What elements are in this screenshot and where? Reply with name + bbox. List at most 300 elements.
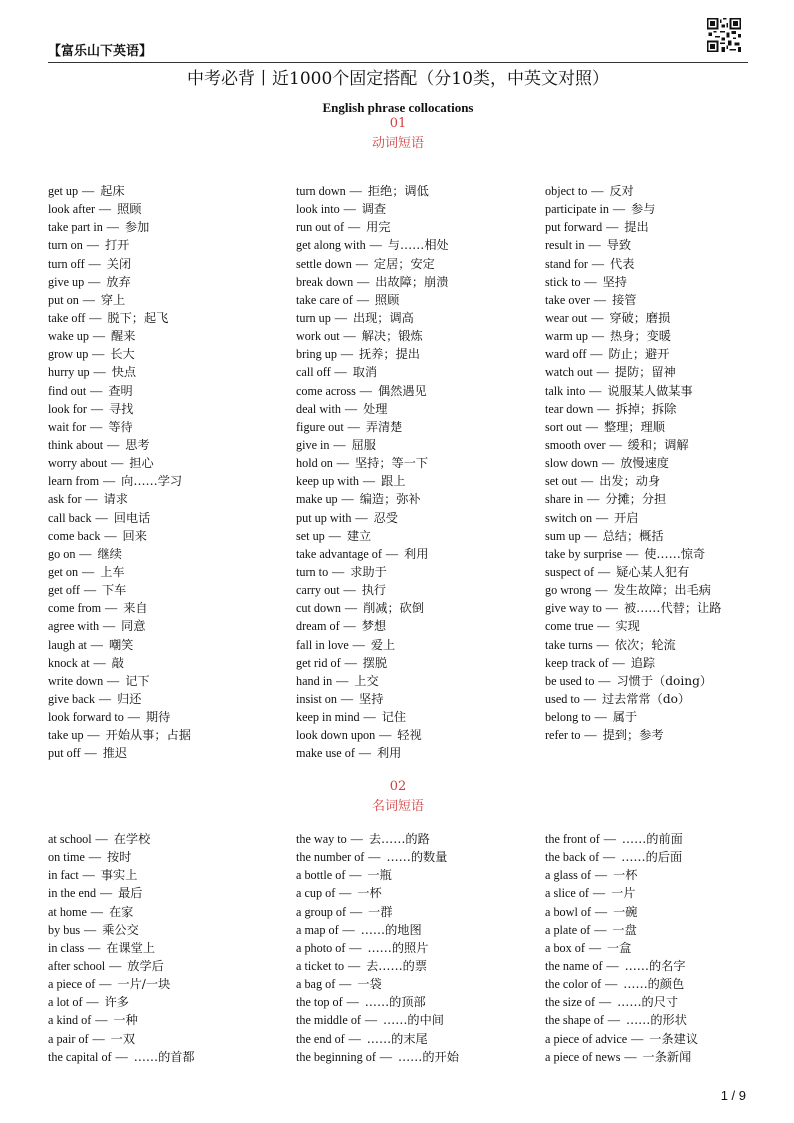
- phrase-row: [296, 218, 536, 236]
- separator-dash: —: [587, 492, 600, 507]
- phrase-row: [48, 327, 288, 345]
- phrase-row: [48, 672, 288, 690]
- phrase-chinese: 担心: [129, 456, 154, 471]
- phrase-row: [296, 654, 536, 672]
- separator-dash: —: [379, 1049, 392, 1064]
- phrase-english: by bus: [48, 922, 81, 937]
- phrase-row: [545, 617, 785, 635]
- phrase-chinese: 出发；动身: [599, 474, 661, 489]
- phrase-row: [545, 563, 785, 581]
- phrase-english: wake up: [48, 329, 89, 344]
- phrase-chinese: 一群: [368, 904, 393, 919]
- separator-dash: —: [86, 995, 99, 1010]
- separator-dash: —: [362, 474, 376, 489]
- phrase-chinese: 抚养；提出: [359, 347, 420, 362]
- separator-dash: —: [350, 832, 363, 846]
- separator-dash: —: [87, 728, 100, 743]
- phrase-row: [48, 866, 288, 884]
- separator-dash: —: [584, 274, 597, 289]
- separator-dash: —: [588, 238, 601, 253]
- phrase-chinese: ……的前面: [621, 832, 683, 846]
- phrase-english: a plate of: [545, 922, 591, 937]
- phrase-chinese: 处理: [363, 401, 388, 416]
- phrase-english: result in: [545, 238, 585, 253]
- phrase-row: [296, 400, 536, 418]
- separator-dash: —: [79, 546, 92, 561]
- separator-dash: —: [340, 691, 354, 706]
- separator-dash: —: [631, 1031, 644, 1046]
- separator-dash: —: [332, 564, 345, 579]
- phrase-row: [48, 993, 288, 1011]
- phrase-english: a cup of: [296, 886, 336, 901]
- phrase-row: [296, 236, 536, 254]
- phrase-chinese: 上车: [100, 564, 125, 579]
- separator-dash: —: [84, 746, 97, 761]
- phrase-english: call off: [296, 365, 331, 380]
- separator-dash: —: [85, 492, 98, 507]
- separator-dash: —: [349, 184, 362, 198]
- phrase-row: [296, 1011, 536, 1029]
- separator-dash: —: [88, 940, 101, 955]
- phrase-chinese: 发生故障；出毛病: [613, 583, 711, 598]
- phrase-row: [296, 581, 536, 599]
- phrase-english: take up: [48, 728, 84, 743]
- separator-dash: —: [592, 886, 606, 901]
- phrase-chinese: 出现；调高: [352, 310, 414, 325]
- phrase-chinese: 实现: [615, 619, 640, 634]
- phrase-chinese: ……的颜色: [623, 977, 685, 992]
- separator-dash: —: [339, 886, 352, 901]
- phrase-english: get rid of: [296, 655, 341, 670]
- title-divider: [48, 62, 748, 63]
- phrase-row: [48, 218, 288, 236]
- phrase-chinese: 坚持: [359, 691, 384, 706]
- separator-dash: —: [355, 256, 368, 271]
- phrase-chinese: ……的数量: [386, 850, 448, 865]
- phrase-row: [296, 436, 536, 454]
- phrase-english: ask for: [48, 492, 82, 507]
- phrase-row: [545, 182, 785, 200]
- phrase-row: [48, 454, 288, 472]
- phrase-chinese: 用完: [366, 220, 391, 235]
- phrase-chinese: 坚持；等一下: [354, 456, 429, 471]
- phrase-chinese: 脱下；起飞: [107, 310, 169, 325]
- separator-dash: —: [334, 365, 347, 380]
- phrase-row: [48, 200, 288, 218]
- phrase-row: [48, 848, 288, 866]
- phrase-chinese: ……的首都: [133, 1049, 195, 1064]
- phrase-row: [296, 454, 536, 472]
- phrase-english: the size of: [545, 995, 596, 1010]
- phrase-row: [296, 472, 536, 490]
- phrase-chinese: 长大: [110, 347, 135, 362]
- phrase-chinese: 穿破；磨损: [609, 310, 671, 325]
- phrase-chinese: 轻视: [397, 728, 422, 743]
- phrase-row: [296, 975, 536, 993]
- phrase-english: give back: [48, 691, 96, 706]
- phrase-row: [296, 490, 536, 508]
- phrase-chinese: 事实上: [100, 868, 138, 883]
- phrase-chinese: 关闭: [106, 256, 132, 271]
- phrase-row: [545, 527, 785, 545]
- phrase-row: [545, 581, 785, 599]
- phrase-row: [296, 527, 536, 545]
- phrase-english: sum up: [545, 528, 581, 543]
- phrase-chinese: 寻找: [109, 401, 134, 416]
- phrase-row: [48, 939, 288, 957]
- phrase-english: set out: [545, 474, 578, 489]
- phrase-chinese: ……的后面: [621, 850, 683, 865]
- phrase-english: participate in: [545, 202, 609, 217]
- separator-dash: —: [606, 220, 619, 235]
- phrase-row: [296, 182, 536, 200]
- phrase-row: [545, 345, 785, 363]
- phrase-row: [296, 848, 536, 866]
- phrase-chinese: 追踪: [630, 655, 656, 670]
- phrase-row: [296, 563, 536, 581]
- separator-dash: —: [88, 274, 101, 289]
- phrase-row: [296, 273, 536, 291]
- phrase-english: a photo of: [296, 940, 346, 955]
- phrase-chinese: 利用: [404, 546, 429, 561]
- phrase-chinese: 打开: [104, 238, 130, 253]
- phrase-chinese: 记住: [381, 710, 407, 725]
- phrase-english: after school: [48, 958, 106, 973]
- phrase-row: [545, 291, 785, 309]
- phrase-row: [296, 1030, 536, 1048]
- phrase-english: put off: [48, 746, 81, 761]
- phrase-row: [48, 708, 288, 726]
- phrase-english: fall in love: [296, 637, 349, 652]
- separator-dash: —: [349, 868, 362, 883]
- phrase-english: grow up: [48, 347, 89, 362]
- separator-dash: —: [602, 456, 615, 471]
- separator-dash: —: [93, 655, 106, 670]
- phrase-english: take care of: [296, 292, 353, 307]
- phrase-chinese: 执行: [361, 583, 387, 598]
- phrase-chinese: 一种: [113, 1013, 138, 1028]
- phrase-chinese: 一条新闻: [642, 1049, 692, 1064]
- separator-dash: —: [591, 329, 605, 344]
- phrase-chinese: 提防；留神: [614, 365, 676, 380]
- phrase-chinese: 出故障；崩溃: [375, 274, 449, 289]
- separator-dash: —: [344, 655, 357, 670]
- phrase-chinese: 参与: [631, 202, 656, 217]
- phrase-chinese: 建立: [346, 528, 372, 543]
- separator-dash: —: [598, 995, 612, 1010]
- phrase-chinese: 去……的票: [366, 958, 428, 973]
- phrase-english: at school: [48, 832, 92, 846]
- separator-dash: —: [93, 365, 106, 380]
- separator-dash: —: [343, 619, 356, 634]
- phrase-english: come from: [48, 601, 102, 616]
- separator-dash: —: [355, 510, 368, 525]
- phrase-row: [48, 921, 288, 939]
- phrase-english: the end of: [296, 1031, 345, 1046]
- phrase-english: make up: [296, 492, 338, 507]
- phrase-english: belong to: [545, 710, 591, 725]
- phrase-english: laugh at: [48, 637, 87, 652]
- phrase-english: learn from: [48, 474, 100, 489]
- phrase-row: [48, 436, 288, 454]
- separator-dash: —: [90, 383, 103, 398]
- phrase-english: wait for: [48, 419, 87, 434]
- phrase-row: [48, 1011, 288, 1029]
- separator-dash: —: [596, 637, 609, 652]
- phrase-chinese: 在家: [108, 904, 134, 919]
- phrase-english: a bottle of: [296, 868, 346, 883]
- separator-dash: —: [363, 710, 376, 725]
- phrase-chinese: 摆脱: [362, 655, 388, 670]
- phrase-english: in fact: [48, 868, 79, 883]
- phrase-chinese: 按时: [106, 850, 132, 865]
- phrase-row: [545, 690, 785, 708]
- phrase-chinese: 防止；避开: [608, 347, 670, 362]
- phrase-english: make use of: [296, 746, 355, 761]
- phrase-chinese: 推迟: [102, 746, 128, 761]
- phrase-row: [545, 1030, 785, 1048]
- section-number: 01: [389, 116, 407, 131]
- separator-dash: —: [89, 310, 102, 325]
- phrase-english: smooth over: [545, 437, 606, 452]
- phrase-english: turn off: [48, 256, 85, 271]
- phrase-english: write down: [48, 673, 104, 688]
- section-title: 动词短语: [371, 136, 424, 151]
- phrase-english: switch on: [545, 510, 593, 525]
- phrase-english: give way to: [545, 601, 602, 616]
- phrase-english: run out of: [296, 220, 345, 235]
- separator-dash: —: [82, 868, 95, 883]
- phrase-chinese: 求助于: [350, 564, 387, 579]
- phrase-english: hurry up: [48, 365, 90, 380]
- phrase-row: [545, 708, 785, 726]
- phrase-english: on time: [48, 850, 85, 865]
- separator-dash: —: [346, 995, 359, 1010]
- separator-dash: —: [364, 1013, 378, 1028]
- phrase-row: [545, 975, 785, 993]
- phrase-english: get off: [48, 583, 80, 598]
- phrase-chinese: 跟上: [381, 474, 406, 489]
- separator-dash: —: [605, 601, 618, 616]
- phrase-chinese: 一片: [611, 886, 636, 901]
- phrase-chinese: ……的照片: [367, 940, 429, 955]
- brand-label: 【富乐山下英语】: [48, 44, 153, 59]
- separator-dash: —: [99, 886, 113, 901]
- phrase-chinese: 一片/一块: [117, 977, 171, 992]
- phrase-english: the top of: [296, 995, 343, 1010]
- phrase-chinese: 调查: [361, 202, 387, 217]
- page-indicator: 1 / 9: [720, 1088, 746, 1103]
- separator-dash: —: [626, 546, 639, 561]
- phrase-english: a ticket to: [296, 958, 345, 973]
- phrase-row: [296, 921, 536, 939]
- phrase-chinese: 开启: [614, 510, 639, 525]
- phrase-english: the beginning of: [296, 1049, 376, 1064]
- phrase-english: turn on: [48, 238, 83, 253]
- phrase-row: [545, 273, 785, 291]
- separator-dash: —: [98, 691, 112, 706]
- phrase-english: watch out: [545, 365, 593, 380]
- separator-dash: —: [107, 673, 120, 688]
- phrase-english: a piece of news: [545, 1049, 621, 1064]
- phrase-chinese: 等待: [108, 419, 133, 434]
- phrase-chinese: ……的开始: [397, 1049, 459, 1064]
- separator-dash: —: [336, 673, 349, 688]
- phrase-english: a bowl of: [545, 904, 592, 919]
- phrase-english: go on: [48, 546, 76, 561]
- phrase-chinese: 疑心某人犯有: [616, 564, 690, 579]
- separator-dash: —: [341, 492, 354, 507]
- phrase-row: [545, 436, 785, 454]
- page-subtitle: English phrase collocations: [322, 100, 474, 115]
- phrase-chinese: ……的尺寸: [617, 995, 679, 1010]
- phrase-chinese: 记下: [125, 673, 150, 688]
- phrase-row: [296, 690, 536, 708]
- separator-dash: —: [95, 832, 108, 846]
- separator-dash: —: [594, 904, 608, 919]
- phrase-row: [48, 744, 288, 762]
- phrase-row: [296, 636, 536, 654]
- separator-dash: —: [344, 401, 358, 416]
- phrase-chinese: 爱上: [370, 637, 396, 652]
- separator-dash: —: [95, 1013, 108, 1028]
- phrase-row: [545, 884, 785, 902]
- phrase-row: [545, 726, 785, 744]
- phrase-chinese: 被……代替；让路: [623, 601, 722, 616]
- separator-dash: —: [107, 437, 120, 452]
- phrase-row: [296, 418, 536, 436]
- phrase-chinese: 期待: [145, 710, 171, 725]
- phrase-chinese: 导致: [606, 238, 632, 253]
- phrase-row: [545, 921, 785, 939]
- separator-dash: —: [595, 510, 609, 525]
- separator-dash: —: [92, 329, 106, 344]
- phrase-row: [545, 400, 785, 418]
- section-number: 02: [389, 779, 407, 794]
- phrase-english: keep up with: [296, 474, 359, 489]
- phrase-row: [296, 309, 536, 327]
- section-title: 名词短语: [371, 799, 424, 814]
- phrase-chinese: 放慢速度: [620, 456, 669, 471]
- phrase-english: figure out: [296, 419, 344, 434]
- separator-dash: —: [593, 292, 607, 307]
- phrase-row: [48, 903, 288, 921]
- phrase-row: [48, 957, 288, 975]
- phrase-chinese: 屈服: [351, 437, 376, 452]
- phrase-english: break down: [296, 274, 354, 289]
- phrase-english: a piece of advice: [545, 1031, 628, 1046]
- separator-dash: —: [82, 184, 95, 198]
- phrase-chinese: 代表: [610, 256, 635, 271]
- phrase-english: the shape of: [545, 1013, 604, 1028]
- phrase-english: a piece of: [48, 977, 96, 992]
- phrase-chinese: 一盒: [607, 940, 632, 955]
- phrase-english: find out: [48, 383, 87, 398]
- phrase-chinese: ……的末尾: [366, 1031, 428, 1046]
- phrase-row: [48, 545, 288, 563]
- phrase-row: [48, 527, 288, 545]
- phrase-english: keep in mind: [296, 710, 360, 725]
- phrase-english: get up: [48, 184, 79, 198]
- phrase-row: [545, 1011, 785, 1029]
- phrase-chinese: 回电话: [113, 510, 151, 525]
- phrase-row: [296, 726, 536, 744]
- phrase-chinese: 去……的路: [368, 832, 430, 846]
- separator-dash: —: [104, 528, 117, 543]
- separator-dash: —: [594, 922, 607, 937]
- phrase-chinese: 反对: [609, 184, 634, 198]
- phrase-chinese: 过去常常（do）: [601, 691, 691, 706]
- phrase-english: the way to: [296, 832, 347, 846]
- phrase-row: [545, 218, 785, 236]
- phrase-english: talk into: [545, 383, 586, 398]
- phrase-row: [545, 418, 785, 436]
- phrase-english: give in: [296, 437, 330, 452]
- separator-dash: —: [603, 832, 616, 846]
- phrase-row: [48, 1048, 288, 1066]
- separator-dash: —: [357, 274, 370, 289]
- phrase-english: take advantage of: [296, 546, 382, 561]
- separator-dash: —: [343, 202, 356, 217]
- phrase-row: [48, 563, 288, 581]
- phrase-english: take part in: [48, 220, 103, 235]
- phrase-column: [48, 182, 288, 763]
- phrase-chinese: 解决；锻炼: [361, 329, 423, 344]
- separator-dash: —: [612, 655, 625, 670]
- separator-dash: —: [83, 583, 96, 598]
- separator-dash: —: [603, 850, 616, 865]
- phrase-chinese: ……的形状: [625, 1013, 687, 1028]
- phrase-english: a map of: [296, 922, 339, 937]
- phrase-row: [545, 903, 785, 921]
- phrase-chinese: 总结；概括: [602, 528, 664, 543]
- phrase-row: [48, 273, 288, 291]
- phrase-chinese: 照顾: [374, 292, 400, 307]
- phrase-row: [545, 490, 785, 508]
- separator-dash: —: [594, 710, 607, 725]
- separator-dash: —: [379, 728, 392, 743]
- phrase-english: the front of: [545, 832, 600, 846]
- phrase-chinese: 下车: [102, 583, 127, 598]
- phrase-chinese: 坚持: [602, 274, 627, 289]
- phrase-english: take off: [48, 310, 86, 325]
- separator-dash: —: [344, 601, 358, 616]
- phrase-english: go wrong: [545, 583, 592, 598]
- separator-dash: —: [92, 1031, 105, 1046]
- separator-dash: —: [106, 220, 119, 235]
- phrase-row: [48, 654, 288, 672]
- phrase-chinese: 拆掉；拆除: [615, 401, 677, 416]
- phrase-chinese: ……的中间: [383, 1013, 444, 1028]
- phrase-row: [296, 599, 536, 617]
- phrase-row: [48, 490, 288, 508]
- phrase-english: slow down: [545, 456, 599, 471]
- phrase-row: [545, 454, 785, 472]
- phrase-chinese: 与……相处: [387, 238, 449, 253]
- phrase-row: [48, 726, 288, 744]
- phrase-english: put up with: [296, 510, 352, 525]
- separator-dash: —: [584, 728, 597, 743]
- phrase-english: bring up: [296, 347, 337, 362]
- phrase-english: be used to: [545, 673, 595, 688]
- phrase-row: [296, 1048, 536, 1066]
- phrase-chinese: 一条建议: [649, 1031, 699, 1046]
- phrase-row: [296, 327, 536, 345]
- phrase-row: [545, 545, 785, 563]
- separator-dash: —: [585, 419, 598, 434]
- separator-dash: —: [342, 922, 355, 937]
- phrase-english: a pair of: [48, 1031, 89, 1046]
